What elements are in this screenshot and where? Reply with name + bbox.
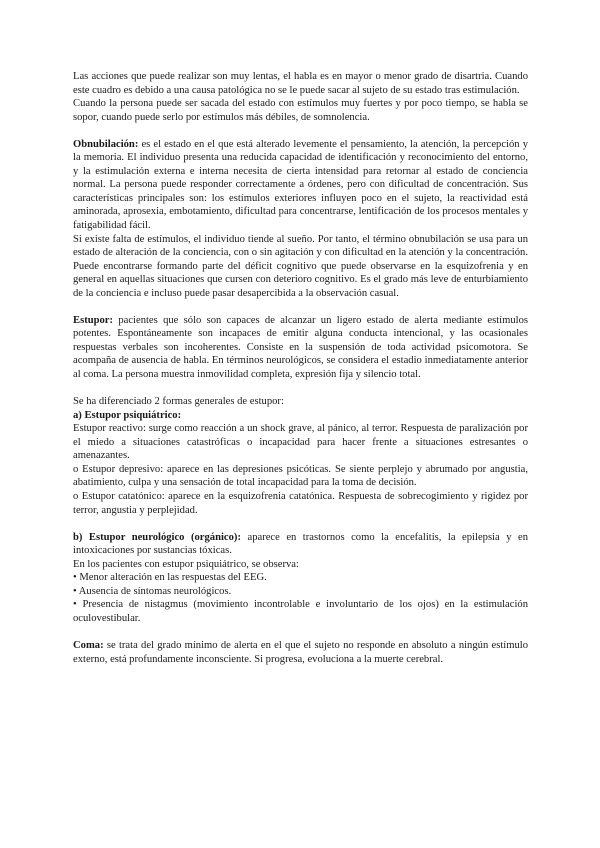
paragraph-observa: En los pacientes con estupor psiquiátrico, se observa: bbox=[73, 558, 299, 570]
term-obnubilacion: Obnubilación: bbox=[73, 138, 139, 150]
neurologico-text: aparece en trastornos como la encefalitis, la epilepsia y en intoxicaciones por sustancias tóxicas. bbox=[73, 531, 528, 557]
forms-intro: Se ha diferenciado 2 formas generales de estupor: bbox=[73, 396, 284, 408]
heading-estupor-neurologico: b) Estupor neurológico (orgánico): bbox=[73, 531, 241, 543]
spacer bbox=[73, 517, 528, 531]
spacer bbox=[73, 124, 528, 138]
heading-estupor-psiquiatrico bbox=[73, 409, 528, 423]
paragraph-estupor-neurologico bbox=[73, 531, 528, 558]
term-estupor: Estupor: bbox=[73, 314, 114, 326]
document-page bbox=[73, 70, 528, 666]
paragraph-obnubilacion bbox=[73, 138, 528, 233]
paragraph-obnubilacion-2: Si existe falta de estímulos, el individuo tiende al sueño. Por tanto, el término obnubilación se usa para un estado de alteración de la conciencia, con o sin agitación y con dificultad en la atención y la concentración. Puede encontrarse formando parte del déficit cognitivo que puede observarse en la esquizofrenia y en general en aquellas situaciones que cursen con deterioro cognitivo. Es el grado más leve de enturbiamiento de la conciencia e incluso puede pasar desapercibida a la observación casual. bbox=[73, 233, 528, 299]
list-item: • Ausencia de síntomas neurológicos. bbox=[73, 585, 232, 597]
list-item: • Presencia de nistagmus (movimiento incontrolable e involuntario de los ojos) en la estimulación oculovestibular. bbox=[73, 599, 528, 624]
paragraph-estupor-catatonico: o Estupor catatónico: aparece en la esquizofrenia catatónica. Respuesta de sobrecogimiento y rigidez por terror, angustia y perplejidad. bbox=[73, 490, 528, 516]
term-coma: Coma: bbox=[73, 639, 104, 651]
spacer bbox=[73, 300, 528, 314]
paragraph-estupor-reactivo: Estupor reactivo: surge como reacción a un shock grave, al pánico, al terror. Respuesta de paralización por el miedo a situaciones catastróficas o incapacidad para hacer frente a situaciones estresantes o amenazantes. bbox=[73, 423, 528, 462]
paragraph-sopor: Cuando la persona puede ser sacada del estado con estímulos muy fuertes y por poco tiempo, se habla se sopor, cuando puede serlo por estímulos más débiles, de somnolencia. bbox=[73, 98, 528, 123]
coma-definition: se trata del grado mínimo de alerta en el que el sujeto no responde en absoluto a ningún estímulo externo, está profundamente inconsciente. Si progresa, evoluciona a la muerte cerebral. bbox=[73, 639, 528, 665]
spacer bbox=[73, 625, 528, 639]
paragraph-coma bbox=[73, 639, 528, 666]
spacer bbox=[73, 382, 528, 396]
heading-text: a) Estupor psiquiátrico: bbox=[73, 409, 182, 421]
paragraph-disartria: Las acciones que puede realizar son muy lentas, el habla es en mayor o menor grado de disartria. Cuando este cuadro es debido a una causa patológica no se le puede sacar al sujeto de su estado tras estimulación. bbox=[73, 71, 528, 96]
paragraph-estupor bbox=[73, 314, 528, 382]
obnubilacion-definition: es el estado en el que está alterado levemente el pensamiento, la atención, la percepción y la memoria. El individuo presenta una reducida capacidad de identificación y reconocimiento del entorno, y la estimulación externa e interna necesita de cierta intensidad para retornar al estado de conciencia normal. La persona puede responder correctamente a órdenes, pero con dificultad de concentración. Sus características principales son: los estímulos exteriores influyen poco en el sujeto, la reactividad está aminorada, aprosexia, embotamiento, dificultad para concentrarse, lentificación de los procesos mentales y fatigabilidad fácil. bbox=[73, 138, 528, 232]
estupor-definition: pacientes que sólo son capaces de alcanzar un ligero estado de alerta mediante estímulos potentes. Espontáneamente son incapaces de emitir alguna conducta intencional, y las ocasionales respuestas verbales son incoherentes. Consiste en la suspensión de toda actividad psicomotora. Se acompaña de ausencia de habla. En términos neurológicos, se considera el estadio inmediatamente anterior al coma. La persona muestra inmovilidad completa, expresión fija y silencio total. bbox=[73, 314, 528, 381]
list-item: • Menor alteración en las respuestas del EEG. bbox=[73, 572, 267, 584]
paragraph-estupor-depresivo: o Estupor depresivo: aparece en las depresiones psicóticas. Se siente perplejo y abrumado por angustia, abatimiento, culpa y una sensación de total incapacidad para la toma de decisión. bbox=[73, 463, 528, 489]
